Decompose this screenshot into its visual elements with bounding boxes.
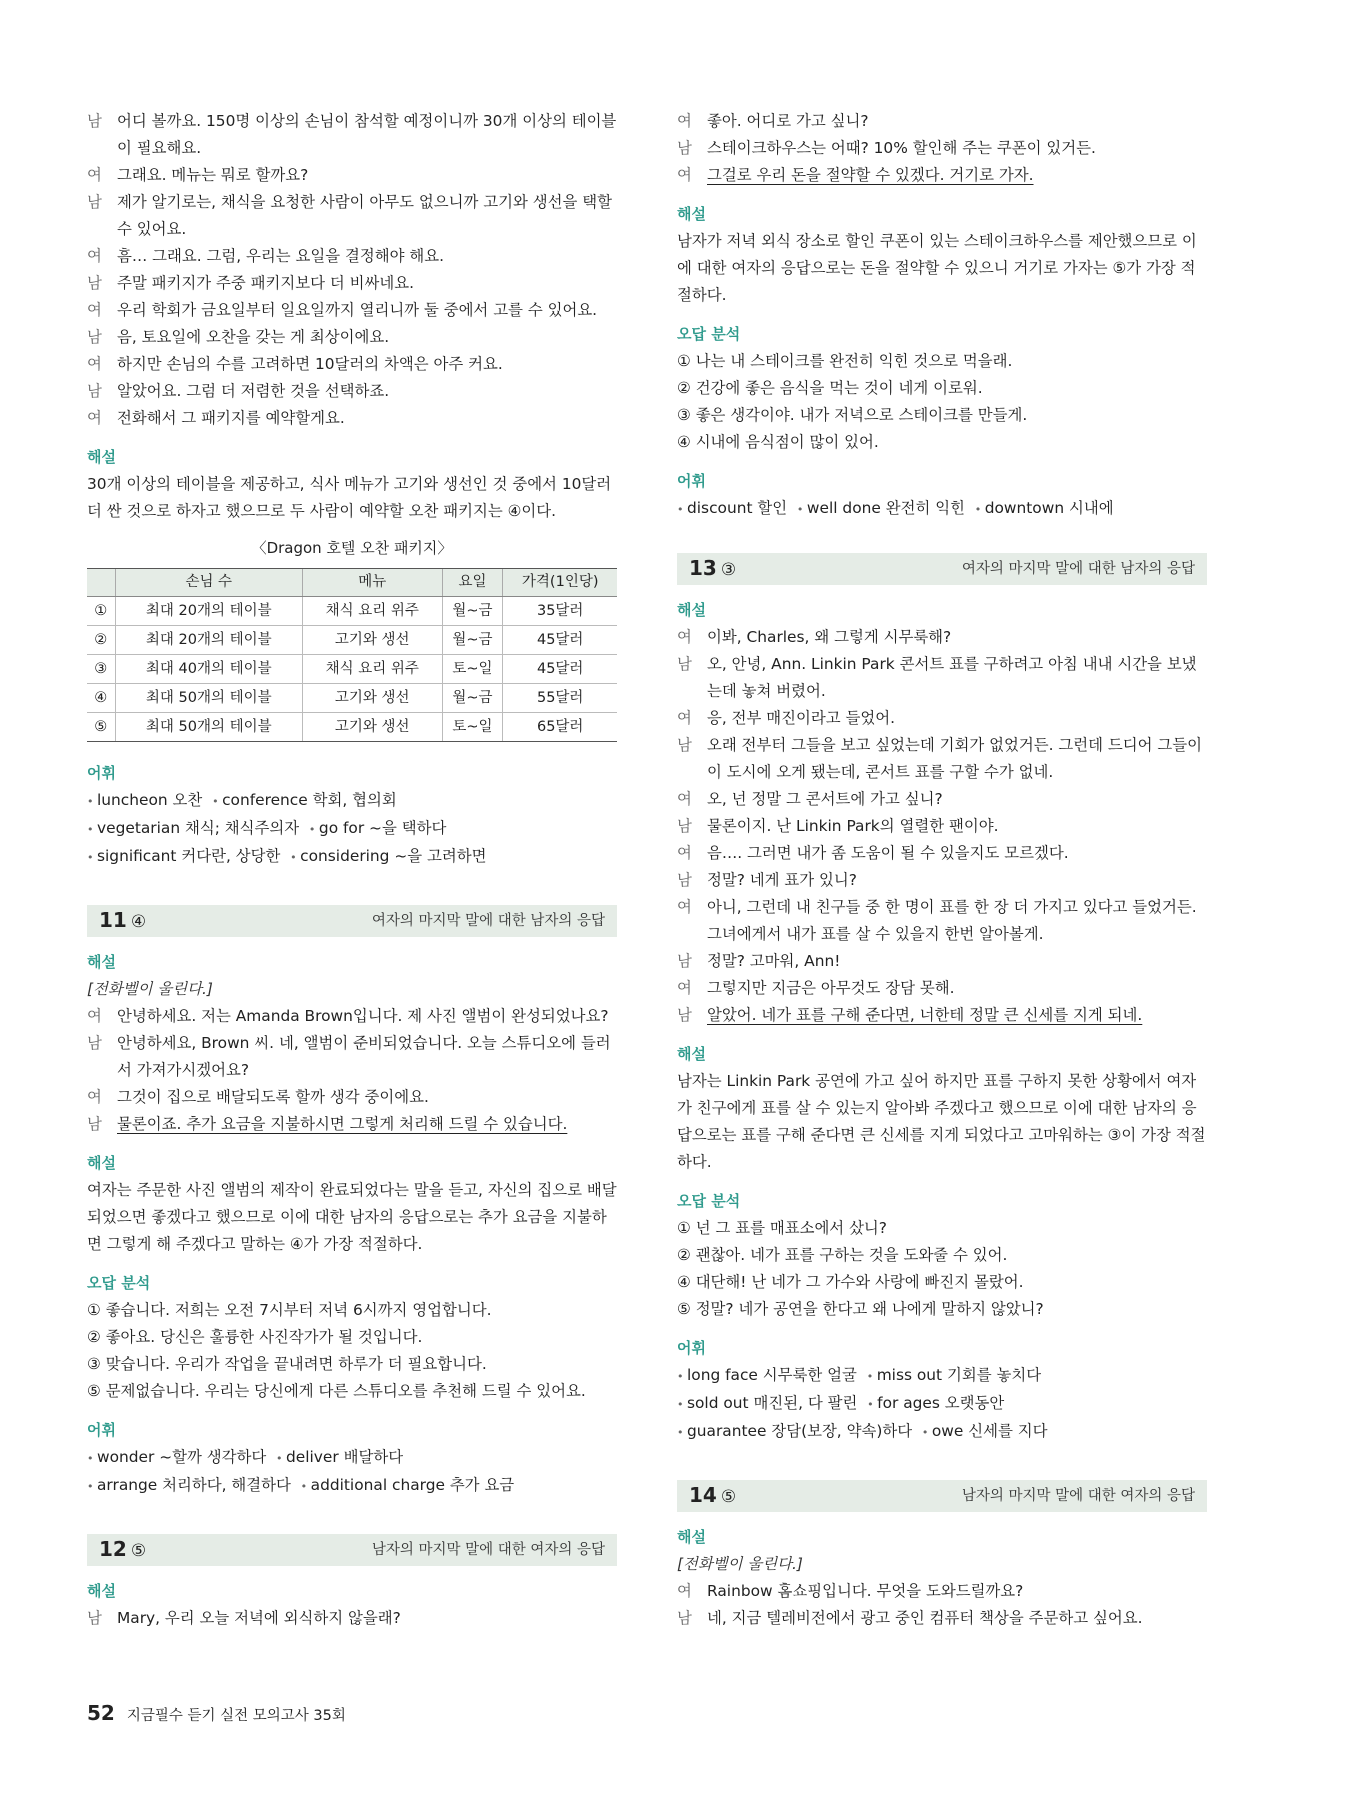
question-type: 여자의 마지막 말에 대한 남자의 응답	[371, 912, 605, 929]
vocab-item: • considering ~을 고려하면	[290, 847, 486, 865]
explanation-text: 30개 이상의 테이블을 제공하고, 식사 메뉴가 고기와 생선인 것 중에서 10달러 더 싼 것으로 하자고 했으므로 두 사람이 예약할 오찬 패키지는 ④이다.	[87, 475, 612, 520]
table-cell: 토~일	[442, 713, 503, 742]
answer-line-underlined: 알았어. 네가 표를 구해 준다면, 너한테 정말 큰 신세를 지게 되네.	[707, 1006, 1143, 1024]
wrong-answer-item: ⑤ 문제없습니다. 우리는 당신에게 다른 스튜디오를 추천해 드릴 수 있어요.	[87, 1382, 586, 1400]
speaker: 여	[677, 979, 692, 997]
section-heading: 해설	[677, 205, 706, 223]
dialogue-line	[677, 813, 1207, 840]
speaker: 남	[677, 1006, 692, 1024]
wrong-answer-item: ④ 시내에 음식점이 많이 있어.	[677, 433, 879, 451]
dialogue-line	[87, 297, 617, 324]
table-cell: 고기와 생선	[303, 713, 442, 742]
answer-line-underlined: 그걸로 우리 돈을 절약할 수 있겠다. 거기로 가자.	[707, 166, 1034, 184]
vocab-item: • long face 시무룩한 얼굴	[677, 1366, 857, 1384]
speaker: 남	[677, 817, 692, 835]
line-text: 응, 전부 매진이라고 들었어.	[707, 709, 896, 727]
line-text: 그래요. 메뉴는 뭐로 할까요?	[117, 166, 309, 184]
right-column	[677, 108, 1207, 1632]
vocab-list	[87, 787, 617, 871]
wrong-answer-item: ② 괜찮아. 네가 표를 구하는 것을 도와줄 수 있어.	[677, 1246, 1008, 1264]
dialogue-line	[87, 1030, 617, 1084]
line-text: 전화해서 그 패키지를 예약할게요.	[117, 409, 345, 427]
dialogue-line	[677, 894, 1207, 948]
dialogue-10	[87, 108, 617, 432]
line-text: 주말 패키지가 주중 패키지보다 더 비싸네요.	[117, 274, 414, 292]
speaker: 남	[677, 871, 692, 889]
answer-line-underlined: 물론이죠. 추가 요금을 지불하시면 그렇게 처리해 드릴 수 있습니다.	[117, 1115, 568, 1133]
table-cell: 45달러	[503, 626, 617, 655]
wrong-answer-item: ③ 맞습니다. 우리가 작업을 끝내려면 하루가 더 필요합니다.	[87, 1355, 487, 1373]
dialogue-12	[677, 108, 1207, 189]
speaker: 여	[87, 1088, 102, 1106]
vocab-item: • deliver 배달하다	[276, 1448, 403, 1466]
header-cell: 손님 수	[115, 569, 303, 597]
dialogue-line	[677, 1578, 1207, 1605]
speaker: 여	[677, 898, 692, 916]
section-heading: 해설	[87, 1154, 116, 1172]
wrong-answer-item: ⑤ 정말? 네가 공연을 한다고 왜 나에게 말하지 않았니?	[677, 1300, 1044, 1318]
question-bar-11	[87, 905, 617, 937]
speaker: 여	[87, 166, 102, 184]
wrong-answer-list	[677, 1215, 1207, 1323]
speaker: 여	[677, 166, 692, 184]
line-text: 좋아. 어디로 가고 싶니?	[707, 112, 869, 130]
vocab-list	[677, 495, 1207, 523]
book-title: 지금필수 듣기 실전 모의고사 35회	[126, 1708, 346, 1724]
table-cell: 토~일	[442, 655, 503, 684]
speaker: 여	[87, 1007, 102, 1025]
vocab-item: • arrange 처리하다, 해결하다	[87, 1476, 291, 1494]
section-heading: 해설	[87, 448, 116, 466]
question-type: 남자의 마지막 말에 대한 여자의 응답	[961, 1487, 1195, 1504]
dialogue-line	[677, 948, 1207, 975]
line-text: 오, 넌 정말 그 콘서트에 가고 싶니?	[707, 790, 943, 808]
header-cell: 메뉴	[303, 569, 442, 597]
question-answer: ④	[130, 911, 147, 932]
vocab-item: • vegetarian 채식; 채식주의자	[87, 819, 299, 837]
line-text: 오래 전부터 그들을 보고 싶었는데 기회가 없었거든. 그런데 드디어 그들이 이 도시에 오게 됐는데, 콘서트 표를 구할 수가 없네.	[707, 736, 1202, 781]
dialogue-line	[677, 135, 1207, 162]
left-column	[87, 108, 617, 1632]
page-number: 52	[87, 1701, 115, 1725]
dialogue-line	[677, 867, 1207, 894]
line-text: 물론이지. 난 Linkin Park의 열렬한 팬이야.	[707, 817, 999, 835]
table-cell: 월~금	[442, 626, 503, 655]
speaker: 남	[677, 655, 692, 673]
dialogue-line	[677, 162, 1207, 189]
line-text: 정말? 네게 표가 있니?	[707, 871, 857, 889]
wrong-answer-item: ① 넌 그 표를 매표소에서 샀니?	[677, 1219, 887, 1237]
question-number: 14	[689, 1482, 717, 1507]
line-text: 이봐, Charles, 왜 그렇게 시무룩해?	[707, 628, 952, 646]
dialogue-line	[677, 705, 1207, 732]
dialogue-line	[677, 840, 1207, 867]
section-heading: 오답 분석	[677, 1192, 741, 1210]
speaker: 남	[677, 139, 692, 157]
section-heading: 오답 분석	[87, 1274, 151, 1292]
vocab-item: • additional charge 추가 요금	[301, 1476, 515, 1494]
stage-direction: [전화벨이 울린다.]	[87, 980, 213, 998]
dialogue-line	[677, 651, 1207, 705]
section-heading: 해설	[677, 1045, 706, 1063]
line-text: 안녕하세요, Brown 씨. 네, 앨범이 준비되었습니다. 오늘 스튜디오에 들러서 가져가시겠어요?	[117, 1034, 611, 1079]
speaker: 여	[87, 409, 102, 427]
vocab-item: • downtown 시내에	[975, 499, 1114, 517]
table-cell: ⑤	[87, 713, 115, 742]
table-row	[87, 684, 617, 713]
vocab-item: • conference 학회, 협의회	[212, 791, 397, 809]
speaker: 여	[87, 301, 102, 319]
line-text: 알았어요. 그럼 더 저렴한 것을 선택하죠.	[117, 382, 390, 400]
question-bar-13	[677, 553, 1207, 585]
dialogue-line	[677, 786, 1207, 813]
question-answer: ⑤	[720, 1486, 737, 1507]
vocab-item: • luncheon 오찬	[87, 791, 202, 809]
line-text: 그렇지만 지금은 아무것도 장담 못해.	[707, 979, 955, 997]
vocab-item: • well done 완전히 익힌	[797, 499, 965, 517]
section-heading: 어휘	[87, 764, 116, 782]
section-heading: 어휘	[87, 1421, 116, 1439]
explanation-text: 여자는 주문한 사진 앨범의 제작이 완료되었다는 말을 듣고, 자신의 집으로 배달되었으면 좋겠다고 했으므로 이에 대한 남자의 응답으로는 추가 요금을 지불하면 그렇게 해 주겠다고 말하는 ④가 가장 적절하다.	[87, 1181, 617, 1253]
table-cell: 55달러	[503, 684, 617, 713]
dialogue-11	[87, 1003, 617, 1138]
line-text: 제가 알기로는, 채식을 요청한 사람이 아무도 없으니까 고기와 생선을 택할 수 있어요.	[117, 193, 612, 238]
table-cell: 채식 요리 위주	[303, 597, 442, 626]
speaker: 여	[677, 112, 692, 130]
line-text: 하지만 손님의 수를 고려하면 10달러의 차액은 아주 커요.	[117, 355, 503, 373]
table-cell: 최대 20개의 테이블	[115, 626, 303, 655]
dialogue-line	[677, 624, 1207, 651]
wrong-answer-item: ② 건강에 좋은 음식을 먹는 것이 네게 이로워.	[677, 379, 983, 397]
vocab-item: • owe 신세를 지다	[922, 1422, 1048, 1440]
speaker: 여	[87, 355, 102, 373]
question-number: 13	[689, 555, 717, 580]
section-heading: 해설	[677, 601, 706, 619]
question-answer: ⑤	[130, 1540, 147, 1561]
table-cell: 월~금	[442, 684, 503, 713]
dialogue-line	[677, 1002, 1207, 1029]
speaker: 여	[677, 709, 692, 727]
table-cell: 65달러	[503, 713, 617, 742]
dialogue-line	[87, 324, 617, 351]
speaker: 남	[677, 952, 692, 970]
question-bar-14	[677, 1480, 1207, 1512]
vocab-item: • for ages 오랫동안	[867, 1394, 1004, 1412]
speaker: 남	[87, 112, 102, 130]
question-type: 남자의 마지막 말에 대한 여자의 응답	[371, 1541, 605, 1558]
table-cell: ②	[87, 626, 115, 655]
section-heading: 해설	[87, 1582, 116, 1600]
dialogue-line	[677, 975, 1207, 1002]
line-text: 음…. 그러면 내가 좀 도움이 될 수 있을지도 모르겠다.	[707, 844, 1069, 862]
table-cell: 최대 40개의 테이블	[115, 655, 303, 684]
line-text: 정말? 고마워, Ann!	[707, 952, 841, 970]
dialogue-line	[677, 108, 1207, 135]
wrong-answer-item: ③ 좋은 생각이야. 내가 저녁으로 스테이크를 만들게.	[677, 406, 1028, 424]
speaker: 남	[87, 382, 102, 400]
dialogue-line	[87, 243, 617, 270]
table-row	[87, 626, 617, 655]
vocab-list	[87, 1444, 617, 1500]
table-cell: 최대 50개의 테이블	[115, 684, 303, 713]
wrong-answer-item: ① 나는 내 스테이크를 완전히 익힌 것으로 먹을래.	[677, 352, 1013, 370]
table-cell: 월~금	[442, 597, 503, 626]
dialogue-line	[87, 351, 617, 378]
vocab-item: • significant 커다란, 상당한	[87, 847, 280, 865]
vocab-item: • wonder ~할까 생각하다	[87, 1448, 266, 1466]
section-heading: 오답 분석	[677, 325, 741, 343]
question-number: 12	[99, 1536, 127, 1561]
vocab-item: • go for ~을 택하다	[309, 819, 446, 837]
dialogue-line	[87, 1111, 617, 1138]
section-heading: 해설	[677, 1528, 706, 1546]
table-cell: 채식 요리 위주	[303, 655, 442, 684]
wrong-answer-item: ① 좋습니다. 저희는 오전 7시부터 저녁 6시까지 영업합니다.	[87, 1301, 492, 1319]
wrong-answer-item: ② 좋아요. 당신은 훌륭한 사진작가가 될 것입니다.	[87, 1328, 423, 1346]
table-cell: ①	[87, 597, 115, 626]
dialogue-line	[87, 405, 617, 432]
question-bar-12	[87, 1534, 617, 1566]
line-text: 안녕하세요. 저는 Amanda Brown입니다. 제 사진 앨범이 완성되었나요?	[117, 1007, 609, 1025]
speaker: 여	[677, 790, 692, 808]
question-answer: ③	[720, 559, 737, 580]
header-cell	[87, 569, 115, 597]
section-heading: 어휘	[677, 472, 706, 490]
table-header-row	[87, 569, 617, 597]
line-text: 네, 지금 텔레비전에서 광고 중인 컴퓨터 책상을 주문하고 싶어요.	[707, 1609, 1143, 1627]
dialogue-line	[87, 189, 617, 243]
speaker: 여	[677, 1582, 692, 1600]
line-text: 흠… 그래요. 그럼, 우리는 요일을 결정해야 해요.	[117, 247, 445, 265]
dialogue-line	[677, 1605, 1207, 1632]
dialogue-13	[677, 624, 1207, 1029]
table-row	[87, 597, 617, 626]
table-cell: ④	[87, 684, 115, 713]
vocab-item: • guarantee 장담(보장, 약속)하다	[677, 1422, 912, 1440]
dialogue-line	[87, 378, 617, 405]
table-cell: 45달러	[503, 655, 617, 684]
section-heading: 해설	[87, 953, 116, 971]
table-row	[87, 713, 617, 742]
dialogue-line	[87, 270, 617, 297]
line-text: 그것이 집으로 배달되도록 할까 생각 중이에요.	[117, 1088, 429, 1106]
speaker: 남	[677, 1609, 692, 1627]
table-cell: 고기와 생선	[303, 626, 442, 655]
line-text: 음, 토요일에 오찬을 갖는 게 최상이에요.	[117, 328, 390, 346]
wrong-answer-item: ④ 대단해! 난 네가 그 가수와 사랑에 빠진지 몰랐어.	[677, 1273, 1024, 1291]
vocab-item: • miss out 기회를 놓치다	[867, 1366, 1041, 1384]
speaker: 여	[677, 844, 692, 862]
speaker: 남	[87, 328, 102, 346]
vocab-list	[677, 1362, 1207, 1446]
speaker: 남	[87, 1609, 102, 1627]
dialogue-line	[87, 1003, 617, 1030]
line-text: 우리 학회가 금요일부터 일요일까지 열리니까 둘 중에서 고를 수 있어요.	[117, 301, 598, 319]
speaker: 여	[87, 247, 102, 265]
question-type: 여자의 마지막 말에 대한 남자의 응답	[961, 560, 1195, 577]
table-row	[87, 655, 617, 684]
table-cell: 고기와 생선	[303, 684, 442, 713]
dialogue-line	[87, 1084, 617, 1111]
page-footer	[87, 1700, 346, 1730]
speaker: 남	[87, 193, 102, 211]
explanation-text: 남자가 저녁 외식 장소로 할인 쿠폰이 있는 스테이크하우스를 제안했으므로 이에 대한 여자의 응답으로는 돈을 절약할 수 있으니 거기로 가자는 ⑤가 가장 적절하다.	[677, 232, 1197, 304]
line-text: 아니, 그런데 내 친구들 중 한 명이 표를 한 장 더 가지고 있다고 들었거든. 그녀에게서 내가 표를 살 수 있을지 한번 알아볼게.	[707, 898, 1197, 943]
table-cell: 최대 20개의 테이블	[115, 597, 303, 626]
section-heading: 어휘	[677, 1339, 706, 1357]
line-text: 어디 볼까요. 150명 이상의 손님이 참석할 예정이니까 30개 이상의 테이블이 필요해요.	[117, 112, 617, 157]
wrong-answer-list	[87, 1297, 617, 1405]
table-cell: ③	[87, 655, 115, 684]
table-cell: 35달러	[503, 597, 617, 626]
table-cell: 최대 50개의 테이블	[115, 713, 303, 742]
speaker: 남	[677, 736, 692, 754]
package-table	[87, 568, 617, 742]
wrong-answer-list	[677, 348, 1207, 456]
dialogue-line	[87, 162, 617, 189]
vocab-item: • discount 할인	[677, 499, 787, 517]
dialogue-line	[677, 732, 1207, 786]
explanation-text: 남자는 Linkin Park 공연에 가고 싶어 하지만 표를 구하지 못한 상황에서 여자가 친구에게 표를 살 수 있는지 알아봐 주겠다고 했으므로 이에 대한 남자의 응답으로는 표를 구해 준다면 큰 신세를 지게 되었다고 고마워하는 ③이 가장 적절하다.	[677, 1072, 1206, 1171]
header-cell: 가격(1인당)	[503, 569, 617, 597]
table-caption: 〈Dragon 호텔 오찬 패키지〉	[251, 539, 453, 557]
dialogue-line	[87, 1605, 617, 1632]
dialogue-line	[87, 108, 617, 162]
speaker: 남	[87, 274, 102, 292]
vocab-item: • sold out 매진된, 다 팔린	[677, 1394, 857, 1412]
line-text: Mary, 우리 오늘 저녁에 외식하지 않을래?	[117, 1609, 401, 1627]
line-text: 스테이크하우스는 어때? 10% 할인해 주는 쿠폰이 있거든.	[707, 139, 1096, 157]
speaker: 남	[87, 1115, 102, 1133]
speaker: 남	[87, 1034, 102, 1052]
header-cell: 요일	[442, 569, 503, 597]
stage-direction: [전화벨이 울린다.]	[677, 1555, 803, 1573]
speaker: 여	[677, 628, 692, 646]
line-text: Rainbow 홈쇼핑입니다. 무엇을 도와드릴까요?	[707, 1582, 1024, 1600]
question-number: 11	[99, 907, 127, 932]
line-text: 오, 안녕, Ann. Linkin Park 콘서트 표를 구하려고 아침 내내 시간을 보냈는데 놓쳐 버렸어.	[707, 655, 1197, 700]
